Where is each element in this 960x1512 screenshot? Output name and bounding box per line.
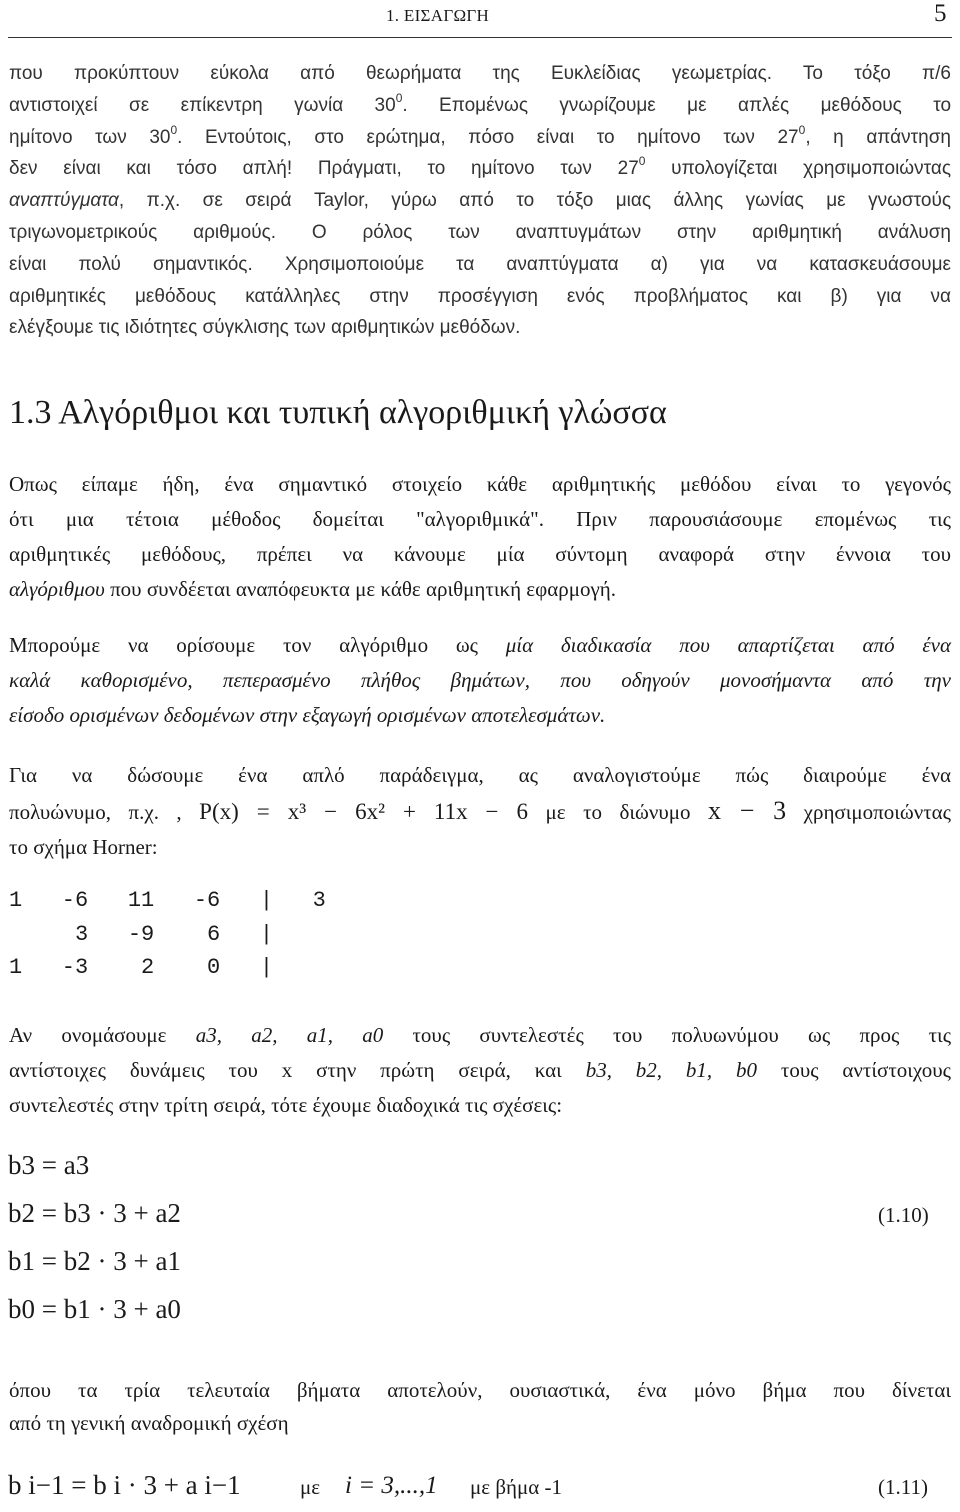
text-line: συντελεστές στην τρίτη σειρά, τότε έχουμε διαδοχικά τις σχέσεις: [9, 1093, 563, 1117]
intro-line: αντιστοιχεί σε επίκεντρη γωνία $30^0$. Επομένως γνωρίζουμε με απλές μεθόδους το [9, 90, 952, 116]
paragraph-definition [9, 628, 951, 733]
paragraph-recurrence-intro [9, 1374, 951, 1440]
intro-line: τριγωνομετρικούς αριθμούς. Ο ρόλος των αναπτυγμάτων στην αριθμητική ανάλυση [9, 221, 951, 243]
paragraph-example [9, 758, 951, 865]
recurrence-range: i = 3,...,1 [345, 1472, 438, 1499]
equation-b0: b0 = b1 · 3 + a0 [8, 1294, 181, 1324]
text-line: από τη γενική αναδρομική σχέση [9, 1411, 289, 1435]
section-heading: 1.3 Αλγόριθμοι και τυπική αλγοριθμική γλώσσα [9, 394, 667, 431]
text-line: όπου τα τρία τελευταία βήματα αποτελούν, ουσιαστικά, ένα μόνο βήμα που δίνεται [9, 1378, 951, 1402]
horner-row-1: 1 -6 11 -6 | 3 [9, 888, 326, 913]
intro-line: δεν είναι και τόσο απλή! Πράγματι, το ημίτονο των $27^0$ υπολογίζεται χρησιμοποιώντας [9, 154, 951, 180]
polynomial-formula: P(x) = x³ − 6x² + 11x − 6 [199, 799, 529, 824]
italic-term: αναπτύγματα [9, 190, 119, 212]
equation-number-1-10: (1.10) [878, 1203, 929, 1227]
coefficients-a: a3, a2, a1, a0 [195, 1023, 384, 1047]
equation-b3: b3 = a3 [8, 1150, 90, 1180]
paragraph-algorithms [9, 467, 951, 607]
coefficients-b: b3, b2, b1, b0 [585, 1058, 758, 1082]
text-line: πολυώνυμο, π.χ. , P(x) = x³ − 6x² + 11x − 6 με το διώνυμο x − 3 χρησιμοποιώντας [9, 796, 951, 825]
header-rule [8, 37, 952, 38]
equation-b1: b1 = b2 · 3 + a1 [8, 1246, 181, 1276]
intro-line: αναπτύγματα, π.χ. σε σειρά Taylor, γύρω από το τόξο μιας άλλης γωνίας με γνωστούς [9, 190, 951, 212]
intro-line: αριθμητικές μεθόδους κατάλληλες στην προσέγγιση ενός προβλήματος και β) για να [9, 285, 951, 307]
text-line: ότι μια τέτοια μέθοδος δομείται "αλγοριθμικά". Πριν παρουσιάσουμε επομένως τις [9, 507, 951, 531]
intro-line: ελέγξουμε τις ιδιότητες σύγκλισης των αριθμητικών μεθόδων. [9, 317, 521, 339]
horner-row-2: 3 -9 6 | [9, 922, 274, 947]
intro-line: που προκύπτουν εύκολα από θεωρήματα της Ευκλείδιας γεωμετρίας. Το τόξο π/6 [9, 63, 951, 84]
text-line: αντίστοιχες δυνάμεις του x στην πρώτη σειρά, και b3, b2, b1, b0 τους αντίστοιχους [9, 1058, 951, 1082]
text-line: Για να δώσουμε ένα απλό παράδειγμα, ας αναλογιστούμε πώς διαιρούμε ένα [9, 763, 951, 787]
text-line: το σχήμα Horner: [9, 835, 158, 859]
text-line: Οπως είπαμε ήδη, ένα σημαντικό στοιχείο κάθε αριθμητικής μεθόδου είναι το γεγονός [9, 472, 951, 496]
text-line: αλγόριθμου που συνδέεται αναπόφευκτα με κάθε αριθμητική εφαρμογή. [9, 577, 616, 601]
equation-number-1-11: (1.11) [878, 1475, 928, 1499]
equation-b2: b2 = b3 · 3 + a2 [8, 1198, 181, 1228]
text-line: Αν ονομάσουμε a3, a2, a1, a0 τους συντελεστές του πολυωνύμου ως προς τις [9, 1023, 952, 1047]
divisor-formula: x − 3 [708, 796, 787, 825]
running-header: 1. ΕΙΣΑΓΩΓΗ [386, 6, 490, 25]
recurrence-with: με [300, 1475, 321, 1499]
page-number: 5 [934, 0, 947, 27]
intro-line: είναι πολύ σημαντικός. Χρησιμοποιούμε τα αναπτύγματα α) για να κατασκευάσουμε [9, 253, 951, 275]
italic-term: αλγόριθμου [9, 577, 105, 601]
horner-row-3: 1 -3 2 0 | [9, 955, 274, 980]
recurrence-step: με βήμα -1 [470, 1475, 562, 1499]
intro-paragraph [9, 58, 951, 344]
text-line: αριθμητικές μεθόδους, πρέπει να κάνουμε μία σύντομη αναφορά στην έννοια του [9, 542, 951, 566]
text-line: είσοδο ορισμένων δεδομένων στην εξαγωγή ορισμένων αποτελεσμάτων. [9, 703, 606, 727]
paragraph-coefficients [9, 1018, 951, 1123]
recurrence-formula: b i−1 = b i · 3 + a i−1 [8, 1470, 241, 1500]
intro-line: ημίτονο των $30^0$. Εντούτοις, στο ερώτημα, πόσο είναι το ημίτονο των $27^0$, η απάντηση [9, 122, 951, 148]
text-line: Μπορούμε να ορίσουμε τον αλγόριθμο ως μία διαδικασία που απαρτίζεται από ένα [9, 633, 951, 657]
text-line: καλά καθορισμένο, πεπερασμένο πλήθος βημάτων, που οδηγούν μονοσήμαντα από την [9, 668, 951, 692]
